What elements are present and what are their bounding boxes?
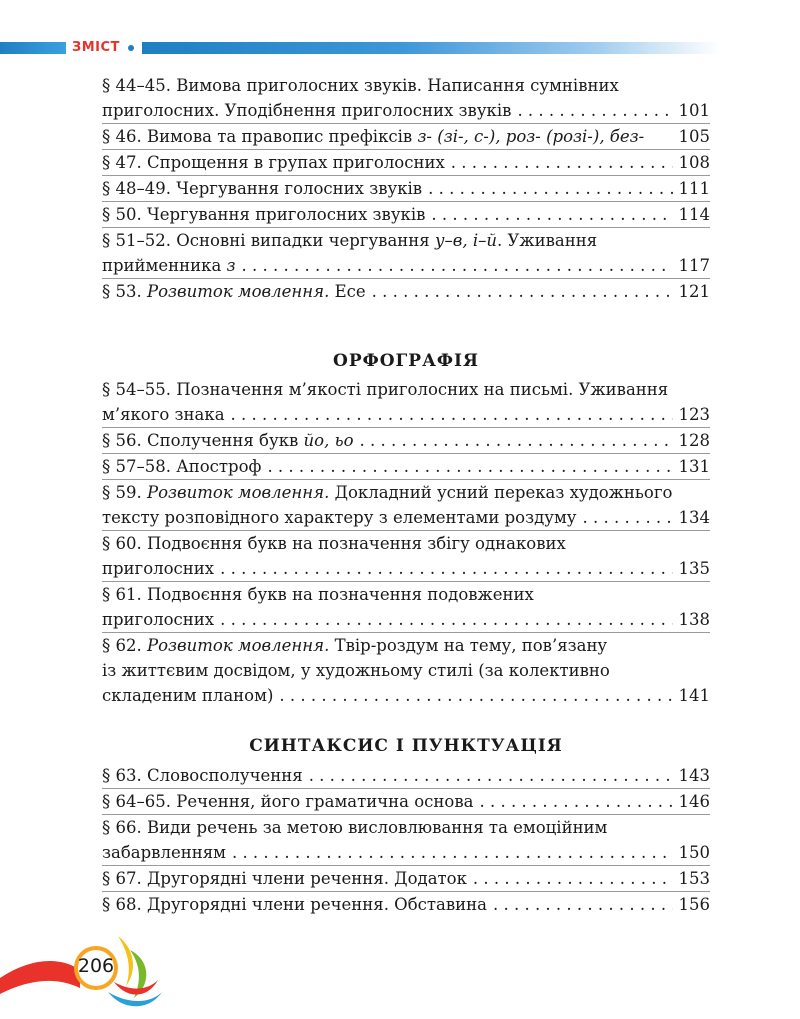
toc-entry-line <box>102 582 710 607</box>
toc-text: § 61. Подвоєння букв на позначення подовжених <box>102 585 534 604</box>
toc-italic-text: з <box>226 256 236 275</box>
toc-entry[interactable] <box>102 175 710 201</box>
toc-text: § 50. Чергування приголосних звуків <box>102 205 426 224</box>
toc-text: § 59. <box>102 483 147 502</box>
toc-entry-text <box>102 402 225 427</box>
page-ref: 105 <box>678 127 710 146</box>
toc-text-after: Докладний усний переказ художнього <box>329 483 673 502</box>
toc-entry[interactable] <box>102 73 710 123</box>
toc-entry-line <box>102 402 710 427</box>
toc-entry[interactable] <box>102 763 710 788</box>
toc-entry[interactable] <box>102 788 710 814</box>
dot-leader <box>242 253 673 278</box>
toc-text: § 54–55. Позначення м’якості приголосних на письмі. Уживання <box>102 380 669 399</box>
toc-entry-text <box>102 480 672 505</box>
toc-text: § 60. Подвоєння букв на позначення збігу однакових <box>102 534 566 553</box>
toc-entry-line <box>102 279 710 304</box>
toc-entry[interactable] <box>102 427 710 453</box>
toc-entry[interactable] <box>102 377 710 427</box>
toc-text: прийменника <box>102 256 227 275</box>
page-ref: 150 <box>678 843 710 862</box>
toc-entry[interactable] <box>102 814 710 865</box>
toc-entry-line <box>102 505 710 530</box>
toc-entry-line <box>102 683 710 708</box>
toc-entry-line <box>102 124 710 149</box>
page-ref: 123 <box>678 405 710 424</box>
toc-entry[interactable] <box>102 201 710 227</box>
toc-entry-line <box>102 531 710 556</box>
toc-italic-text: йо, ьо <box>303 431 354 450</box>
toc-section-2 <box>102 377 710 708</box>
toc-section-1 <box>102 73 710 304</box>
toc-italic-text: Розвиток мовлення. <box>146 636 330 655</box>
toc-entry-text <box>102 840 226 865</box>
toc-entry-text <box>102 150 445 175</box>
dot-leader <box>372 279 673 304</box>
page-ref: 134 <box>678 508 710 527</box>
toc-entry-line <box>102 253 710 278</box>
toc-text: м’якого знака <box>102 405 225 424</box>
page-ref: 135 <box>678 559 710 578</box>
toc-entry-text <box>102 73 619 98</box>
toc-text: приголосних <box>102 610 215 629</box>
toc-entry-line <box>102 815 710 840</box>
toc-entry-text <box>102 253 236 278</box>
header-stripe-left <box>0 42 66 54</box>
section-heading-orthography: ОРФОГРАФІЯ <box>333 351 479 371</box>
toc-entry-line <box>102 454 710 479</box>
toc-entry-text <box>102 98 511 123</box>
toc-italic-text: Розвиток мовлення. <box>146 282 330 301</box>
toc-entry-line <box>102 228 710 253</box>
toc-entry[interactable] <box>102 891 710 917</box>
toc-italic-text: Розвиток мовлення. <box>146 483 330 502</box>
toc-text: із життєвим досвідом, у художньому стилі (за колективно <box>102 661 610 680</box>
dot-leader <box>428 176 672 201</box>
toc-entry[interactable] <box>102 278 710 304</box>
toc-entry-text <box>102 176 422 201</box>
toc-entry-text <box>102 531 566 556</box>
toc-entry-text <box>102 505 577 530</box>
toc-text: § 57–58. Апостроф <box>102 457 262 476</box>
toc-entry[interactable] <box>102 865 710 891</box>
dot-leader <box>232 840 673 865</box>
page-ref: 156 <box>678 895 710 914</box>
dot-leader <box>231 402 673 427</box>
toc-entry-text <box>102 815 607 840</box>
toc-italic-text: з- (зі-, с-), роз- (розі-), без- <box>417 127 645 146</box>
page-ref: 141 <box>678 686 710 705</box>
toc-entry-text <box>102 683 273 708</box>
toc-entry-line <box>102 607 710 632</box>
toc-entry-text <box>102 428 354 453</box>
header-bar <box>0 38 720 58</box>
page-ref: 128 <box>678 431 710 450</box>
toc-text: § 51–52. Основні випадки чергування <box>102 231 435 250</box>
toc-entry-text <box>102 789 473 814</box>
header-dot <box>128 45 134 51</box>
toc-entry[interactable] <box>102 632 710 708</box>
toc-entry-line <box>102 658 710 683</box>
toc-text-after: Твір-роздум на тему, пов’язану <box>329 636 608 655</box>
toc-entry-line <box>102 633 710 658</box>
toc-text: § 66. Види речень за метою висловлювання та емоційним <box>102 818 608 837</box>
page-ref: 138 <box>678 610 710 629</box>
toc-entry-line <box>102 789 710 814</box>
page-number-badge <box>0 930 170 1015</box>
dot-leader <box>431 202 672 227</box>
toc-text: § 64–65. Речення, його граматична основа <box>102 792 474 811</box>
toc-text: § 44–45. Вимова приголосних звуків. Написання сумнівних <box>102 76 619 95</box>
toc-entry-line <box>102 176 710 201</box>
toc-italic-text: у–в, і–й <box>434 231 498 250</box>
dot-leader <box>451 150 673 175</box>
toc-text: складеним планом) <box>102 686 274 705</box>
page-ref: 131 <box>678 457 710 476</box>
header-label: ЗМІСТ <box>72 40 120 55</box>
header-stripe-right <box>142 42 720 54</box>
toc-text: приголосних <box>102 559 215 578</box>
toc-text: § 48–49. Чергування голосних звуків <box>102 179 423 198</box>
page-ref: 114 <box>678 205 710 224</box>
toc-entry-line <box>102 866 710 891</box>
toc-entry-line <box>102 892 710 917</box>
toc-text: § 53. <box>102 282 147 301</box>
page-ref: 111 <box>678 179 710 198</box>
dot-leader <box>479 789 672 814</box>
toc-entry-line <box>102 377 710 402</box>
page-ref: 101 <box>678 101 710 120</box>
toc-entry[interactable] <box>102 123 710 149</box>
toc-entry[interactable] <box>102 530 710 581</box>
toc-entry-text <box>102 377 668 402</box>
toc-entry-text <box>102 892 487 917</box>
section-heading-syntax: СИНТАКСИС І ПУНКТУАЦІЯ <box>249 736 563 756</box>
dot-leader <box>360 428 673 453</box>
dot-leader <box>493 892 673 917</box>
toc-entry-text <box>102 658 610 683</box>
toc-text: § 62. <box>102 636 147 655</box>
toc-text: тексту розповідного характеру з елементами роздуму <box>102 508 577 527</box>
toc-text: § 46. Вимова та правопис префіксів <box>102 127 418 146</box>
toc-entry-text <box>102 124 644 149</box>
toc-entry[interactable] <box>102 479 710 530</box>
toc-entry-line <box>102 202 710 227</box>
toc-entry-text <box>102 633 607 658</box>
toc-entry[interactable] <box>102 453 710 479</box>
dot-leader <box>220 607 672 632</box>
toc-entry[interactable] <box>102 227 710 278</box>
toc-text-after: Есе <box>329 282 366 301</box>
dot-leader <box>309 763 673 788</box>
page-ref: 117 <box>678 256 710 275</box>
toc-entry-text <box>102 582 534 607</box>
toc-entry-line <box>102 840 710 865</box>
page-number: 206 <box>77 955 115 977</box>
toc-entry-text <box>102 279 366 304</box>
toc-entry-text <box>102 556 214 581</box>
toc-entry-line <box>102 480 710 505</box>
toc-entry-line <box>102 556 710 581</box>
toc-text: § 63. Словосполучення <box>102 766 303 785</box>
page-ref: 143 <box>678 766 710 785</box>
toc-entry-text <box>102 228 597 253</box>
page-ref: 153 <box>678 869 710 888</box>
dot-leader <box>267 454 672 479</box>
dot-leader <box>220 556 672 581</box>
toc-text-after: . Уживання <box>497 231 598 250</box>
toc-entry-line <box>102 98 710 123</box>
toc-text: § 68. Другорядні члени речення. Обставина <box>102 895 487 914</box>
toc-entry-text <box>102 607 214 632</box>
toc-text: § 47. Спрощення в групах приголосних <box>102 153 445 172</box>
toc-text: забарвленням <box>102 843 226 862</box>
toc-text: § 56. Сполучення букв <box>102 431 304 450</box>
toc-text: приголосних. Уподібнення приголосних звуків <box>102 101 512 120</box>
dot-leader <box>517 98 672 123</box>
toc-entry[interactable] <box>102 581 710 632</box>
dot-leader <box>583 505 673 530</box>
toc-entry-line <box>102 428 710 453</box>
page-ref: 121 <box>678 282 710 301</box>
dot-leader <box>473 866 673 891</box>
toc-entry-line <box>102 150 710 175</box>
page-ref: 108 <box>678 153 710 172</box>
toc-entry-text <box>102 763 303 788</box>
toc-entry-line <box>102 763 710 788</box>
toc-text: § 67. Другорядні члени речення. Додаток <box>102 869 467 888</box>
toc-entry-line <box>102 73 710 98</box>
toc-entry-text <box>102 202 425 227</box>
toc-entry-text <box>102 866 467 891</box>
toc-section-3 <box>102 763 710 917</box>
toc-entry[interactable] <box>102 149 710 175</box>
page-ref: 146 <box>678 792 710 811</box>
toc-entry-text <box>102 454 261 479</box>
dot-leader <box>279 683 672 708</box>
